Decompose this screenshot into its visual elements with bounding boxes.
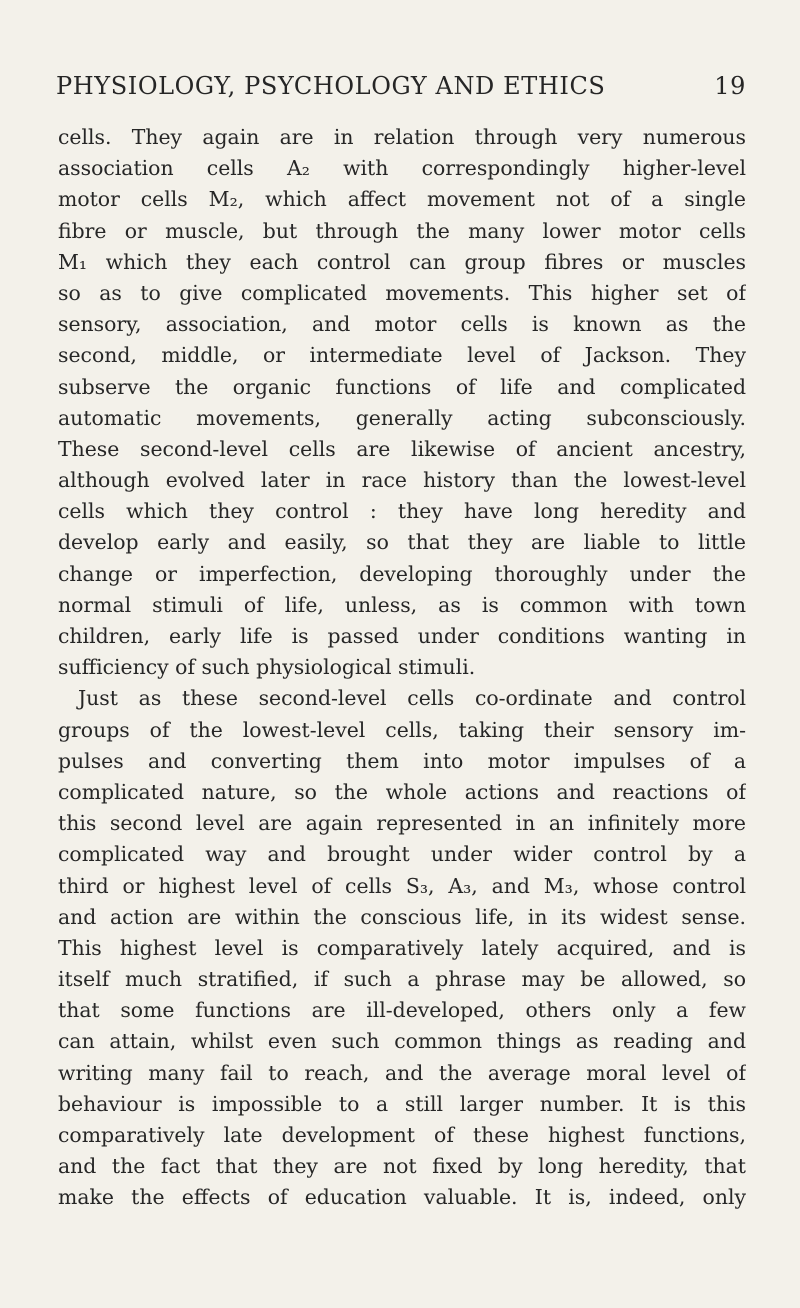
text-line: groups of the lowest-level cells, taking their sensory im- xyxy=(58,717,746,742)
text-line: and the fact that they are not fixed by long heredity, that xyxy=(58,1154,746,1179)
text-line: normal stimuli of life, unless, as is common with town xyxy=(58,592,746,617)
text-line: second, middle, or intermediate level of Jackson. They xyxy=(58,343,746,368)
text-line: sensory, association, and motor cells is known as the xyxy=(58,312,746,337)
text-line: can attain, whilst even such common things as reading and xyxy=(58,1029,746,1054)
text-line: comparatively late development of these highest functions, xyxy=(58,1123,746,1147)
text-line: change or imperfection, developing thoroughly under the xyxy=(58,561,746,586)
text-line: cells. They again are in relation through very numerous xyxy=(58,125,746,149)
text-line: make the effects of education valuable. It is, indeed, only xyxy=(58,1185,746,1210)
text-line: third or highest level of cells S₃, A₃, and M₃, whose control xyxy=(58,873,746,898)
text-line: This highest level is comparatively lately acquired, and is xyxy=(58,935,746,960)
text-line: that some functions are ill-developed, others only a few xyxy=(58,998,746,1023)
text-line: this second level are again represented in an infinitely more xyxy=(58,811,746,836)
text-line: and action are within the conscious life, in its widest sense. xyxy=(58,904,746,929)
text-line: pulses and converting them into motor impulses of a xyxy=(58,748,746,773)
text-line: subserve the organic functions of life and complicated xyxy=(58,374,746,399)
text-line: behaviour is impossible to a still larger number. It is this xyxy=(58,1091,746,1116)
text-line: children, early life is passed under conditions wanting in xyxy=(58,624,746,648)
text-line: complicated way and brought under wider control by a xyxy=(58,842,746,867)
text-line: sufficiency of such physiological stimuli. xyxy=(58,655,476,680)
text-line: complicated nature, so the whole actions and reactions of xyxy=(58,779,746,804)
running-title: PHYSIOLOGY, PSYCHOLOGY AND ETHICS xyxy=(56,72,606,100)
text-line: so as to give complicated movements. This higher set of xyxy=(58,280,746,305)
text-line: M₁ which they each control can group fibres or muscles xyxy=(58,249,746,274)
text-line: motor cells M₂, which affect movement not of a single xyxy=(58,187,746,212)
text-line: writing many fail to reach, and the average moral level of xyxy=(58,1060,746,1085)
running-head xyxy=(56,70,746,102)
text-line: develop early and easily, so that they are liable to little xyxy=(58,530,746,555)
book-page xyxy=(56,70,746,1214)
body-text xyxy=(58,122,746,1214)
text-line: association cells A₂ with correspondingly higher-level xyxy=(58,156,746,181)
text-line: although evolved later in race history than the lowest-level xyxy=(58,468,746,493)
text-line: itself much stratified, if such a phrase may be allowed, so xyxy=(58,967,746,992)
page-number: 19 xyxy=(714,72,746,100)
text-line: These second-level cells are likewise of ancient ancestry, xyxy=(58,436,746,461)
text-line: automatic movements, generally acting subconsciously. xyxy=(58,405,746,430)
text-line: Just as these second-level cells co-ordinate and control xyxy=(78,686,746,711)
text-line: fibre or muscle, but through the many lower motor cells xyxy=(58,218,746,243)
text-line: cells which they control : they have long heredity and xyxy=(58,499,746,524)
